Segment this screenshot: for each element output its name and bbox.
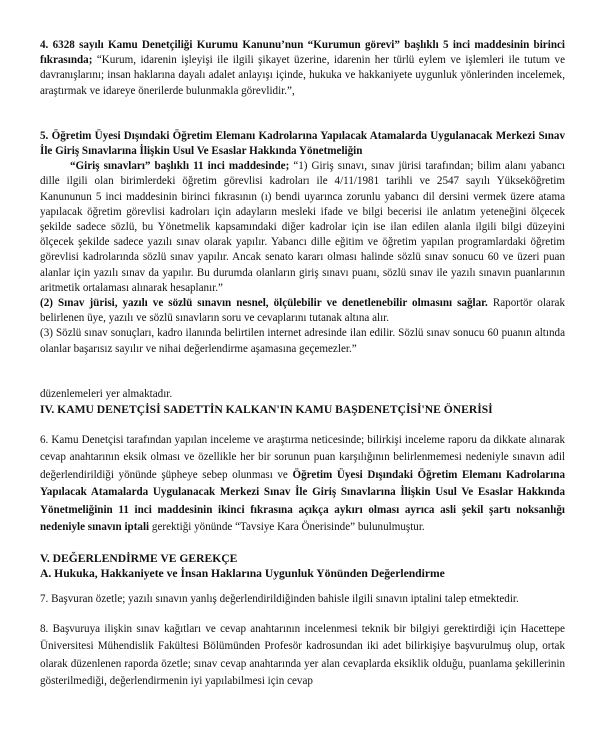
paragraph-6 <box>40 432 565 537</box>
section-iv-heading: IV. KAMU DENETÇİSİ SADETTİN KALKAN'IN KAMU BAŞDENETÇİSİ'NE ÖNERİSİ <box>40 403 493 417</box>
section-v-heading: V. DEĞERLENDİRME VE GEREKÇE <box>40 551 238 565</box>
paragraph-5-item-2 <box>40 296 565 326</box>
paragraph-4-lead: 4. 6328 sayılı Kamu Denetçiliği Kurumu Kanunu’nun “Kurumun görevi” başlıklı 5 inci maddesinin birinci fıkrasında; <box>40 39 565 67</box>
document-page <box>40 38 565 691</box>
paragraph-5-body <box>40 159 565 296</box>
paragraph-4-text: “Kurum, idarenin işleyişi ile ilgili şikayet üzerine, idarenin her türlü eylem ve işlemleri ile tutum ve davranışlarını; insan haklarına dayalı adalet anlayışı içinde, hukuka ve hakkaniyete uygunluk yönlerinden incelemek, araştırmak ve idareye önerilerde bulunmakla görevlidir.”, <box>40 54 565 97</box>
paragraph-5-lead: “Giriş sınavları” başlıklı 11 inci maddesinde; <box>70 160 290 173</box>
paragraph-6-bold: Öğretim Üyesi Dışındaki Öğretim Elemanı Kadrolarına Yapılacak Atamalarda Uygulanacak Merkezi Sınav İle Giriş Sınavlarına İlişkin Usul Ve Esaslar Hakkında Yönetmeliğinin 11 inci maddesinin ikinci fıkrasına açıkça aykırı olması ayrıca asli şekil şartı noksanlığı nedeniyle sınavın iptali <box>40 468 565 534</box>
paragraph-5-item-2-text: Raportör olarak belirlenen üye, yazılı ve sözlü sınavların soru ve cevaplarını tutanak altına alır. <box>40 297 566 325</box>
paragraph-4 <box>40 38 565 99</box>
paragraph-5-text: “1) Giriş sınavı, sınav jürisi tarafından; bilim alanı yabancı dille ilgili olan birimlerdeki öğretim görevlisi kadroları ile 4/11/1981 tarihli ve 2547 sayılı Yükseköğretim Kanununun 5 inci maddesinin birinci fıkrasının (ı) bendi uyarınca zorunlu yabancı dil dersini vermek üzere atama yapılacak öğretim görevlisi kadroları için adayların mesleki ifade ve bilgi becerisi ile anlatım yeteneğini ölçecek şekilde sadece sözlü, bu Yönetmelik kapsamındaki diğer kadrolar için ise ilan edilen alanla ilgili bilgi düzeyini ölçecek şekilde sadece yazılı sınav olarak yapılır. Yabancı dille eğitim ve öğretim yapılan programlardaki öğretim görevlisi kadrolarında sözlü sınav yapılır. Ancak senato kararı olması halinde sözlü sınav sonucu 60 ve üzeri puan alanlar için yazılı sınav da yapılır. Bu durumda olanların giriş sınavı puanı, sözlü sınav ile yazılı sınavın puanlarının aritmetik ortalaması alınarak hesaplanır.” <box>40 160 565 294</box>
paragraph-5-heading: 5. Öğretim Üyesi Dışındaki Öğretim Elemanı Kadrolarına Yapılacak Atamalarda Uygulanacak Merkezi Sınav İle Giriş Sınavlarına İlişkin Usul Ve Esaslar Hakkında Yönetmeliğin <box>40 129 565 158</box>
paragraph-8: 8. Başvuruya ilişkin sınav kağıtları ve cevap anahtarının incelenmesi teknik bir bilgiyi gerektirdiği için Hacettepe Üniversitesi Mühendislik Fakültesi Bölümünden Profesör kadrosundan iki adet bilirkişiye başvurulmuş olup, ortak olarak düzenlenen raporda özetle; sınav cevap anahtarında yer alan cevaplarda eksiklik olduğu, puanlama şekillerinin gösterilmediği, değerlendirmenin iyi yapılabilmesi için cevap <box>40 622 565 688</box>
paragraph-5-item-3: (3) Sözlü sınav sonuçları, kadro ilanında belirtilen internet adresinde ilan edilir. Sözlü sınav sonucu 60 puanın altında olanlar başarısız sayılır ve nihai değerlendirme aşamasına geçemezler.” <box>40 327 565 355</box>
section-a-heading: A. Hukuka, Hakkaniyete ve İnsan Haklarına Uygunluk Yönünden Değerlendirme <box>40 567 445 581</box>
paragraph-7: 7. Başvuran özetle; yazılı sınavın yanlış değerlendirildiğinden bahisle ilgili sınavın iptalini talep etmektedir. <box>40 592 519 605</box>
paragraph-5-item-2-bold: (2) Sınav jürisi, yazılı ve sözlü sınavın nesnel, ölçülebilir ve denetlenebilir olmasını sağlar. <box>40 297 488 310</box>
closing-line: düzenlemeleri yer almaktadır. <box>40 387 173 400</box>
paragraph-6-text-1: 6. Kamu Denetçisi tarafından yapılan inceleme ve araştırma neticesinde; bilirkişi inceleme raporu da dikkate alınarak cevap anahtarının eksik olması ve özellikle her bir sorunun puan karşılığının belirlenmemesi nedeniyle sınavın adil değerlendirildiği yönünde şüpheye sebep olunması ve <box>40 433 565 481</box>
paragraph-6-text-2: gerektiği yönünde “Tavsiye Kara Önerisinde” bulunulmuştur. <box>149 521 425 534</box>
